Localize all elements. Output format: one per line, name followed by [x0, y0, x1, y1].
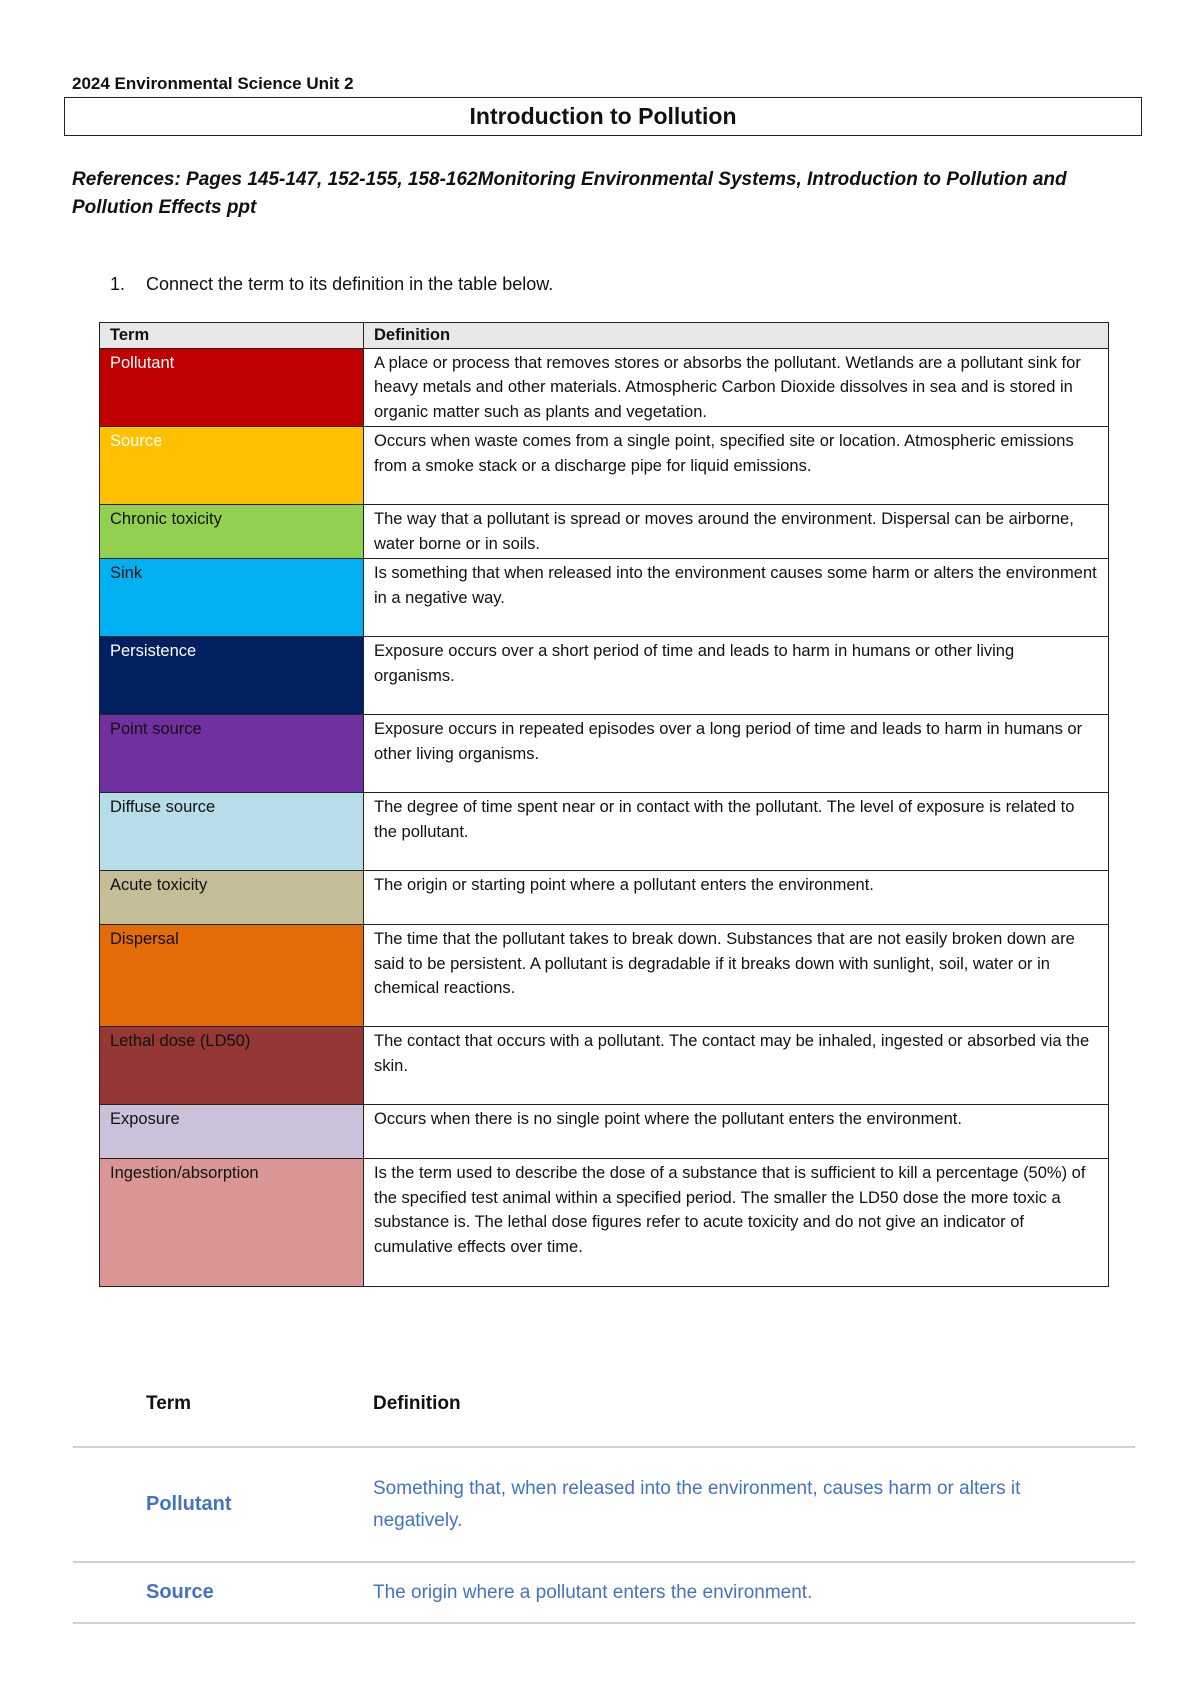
definition-cell: Exposure occurs in repeated episodes over a long period of time and leads to harm in humans or other living organisms. — [364, 715, 1109, 793]
definition-cell: The contact that occurs with a pollutant. The contact may be inhaled, ingested or absorbed via the skin. — [364, 1027, 1109, 1105]
answer-term: Source — [146, 1581, 214, 1603]
answer-row — [73, 1563, 1135, 1624]
answer-table — [73, 1362, 1135, 1624]
definition-cell: Is something that when released into the environment causes some harm or alters the environment in a negative way. — [364, 559, 1109, 637]
page-title: Introduction to Pollution — [64, 97, 1142, 136]
definition-cell: Exposure occurs over a short period of time and leads to harm in humans or other living organisms. — [364, 637, 1109, 715]
table-row — [100, 793, 1109, 871]
table-row — [100, 505, 1109, 559]
term-cell: Ingestion/absorption — [100, 1159, 364, 1287]
table-row — [100, 427, 1109, 505]
term-cell: Chronic toxicity — [100, 505, 364, 559]
term-cell: Point source — [100, 715, 364, 793]
answer-definition: The origin where a pollutant enters the environment. — [373, 1581, 813, 1603]
term-cell: Acute toxicity — [100, 871, 364, 925]
definition-cell: The way that a pollutant is spread or moves around the environment. Dispersal can be airborne, water borne or in soils. — [364, 505, 1109, 559]
table-row — [100, 1105, 1109, 1159]
term-cell: Exposure — [100, 1105, 364, 1159]
definition-cell: Occurs when waste comes from a single point, specified site or location. Atmospheric emissions from a smoke stack or a discharge pipe for liquid emissions. — [364, 427, 1109, 505]
answer-definition-header: Definition — [373, 1393, 461, 1414]
term-cell: Sink — [100, 559, 364, 637]
term-cell: Source — [100, 427, 364, 505]
definition-cell: A place or process that removes stores or absorbs the pollutant. Wetlands are a pollutant sink for heavy metals and other materials. Atmospheric Carbon Dioxide dissolves in sea and is stored in organic matter such as plants and vegetation. — [364, 348, 1109, 427]
table-row — [100, 559, 1109, 637]
term-cell: Diffuse source — [100, 793, 364, 871]
question-number: 1. — [110, 274, 126, 294]
term-column-header: Term — [100, 323, 364, 349]
definition-column-header: Definition — [364, 323, 1109, 349]
term-cell: Persistence — [100, 637, 364, 715]
table-row — [100, 637, 1109, 715]
table-row — [100, 1159, 1109, 1287]
definition-cell: The time that the pollutant takes to break down. Substances that are not easily broken down are said to be persistent. A pollutant is degradable if it breaks down with sunlight, soil, water or in chemical reactions. — [364, 925, 1109, 1027]
term-definition-table — [99, 322, 1109, 1287]
answer-row — [73, 1448, 1135, 1563]
table-header-row — [100, 323, 1109, 349]
question-1 — [110, 274, 553, 295]
answer-header-row — [73, 1362, 1135, 1448]
references-text: References: Pages 145-147, 152-155, 158-162Monitoring Environmental Systems, Introduction to Pollution and Pollution Effects ppt — [72, 169, 1067, 218]
answer-term: Pollutant — [146, 1493, 232, 1515]
table-row — [100, 1027, 1109, 1105]
definition-cell: Is the term used to describe the dose of a substance that is sufficient to kill a percentage (50%) of the specified test animal within a specified period. The smaller the LD50 dose the more toxic a substance is. The lethal dose figures refer to acute toxicity and do not give an indicator of cumulative effects over time. — [364, 1159, 1109, 1287]
document-header: 2024 Environmental Science Unit 2 — [72, 74, 354, 93]
question-text: Connect the term to its definition in the table below. — [146, 274, 554, 294]
table-row — [100, 348, 1109, 427]
term-cell: Lethal dose (LD50) — [100, 1027, 364, 1105]
definition-cell: The origin or starting point where a pollutant enters the environment. — [364, 871, 1109, 925]
table-row — [100, 871, 1109, 925]
term-cell: Dispersal — [100, 925, 364, 1027]
answer-term-header: Term — [146, 1393, 192, 1414]
term-cell: Pollutant — [100, 348, 364, 427]
answer-definition: Something that, when released into the environment, causes harm or alters it negatively. — [373, 1477, 1021, 1531]
definition-cell: Occurs when there is no single point where the pollutant enters the environment. — [364, 1105, 1109, 1159]
table-row — [100, 715, 1109, 793]
table-row — [100, 925, 1109, 1027]
definition-cell: The degree of time spent near or in contact with the pollutant. The level of exposure is related to the pollutant. — [364, 793, 1109, 871]
